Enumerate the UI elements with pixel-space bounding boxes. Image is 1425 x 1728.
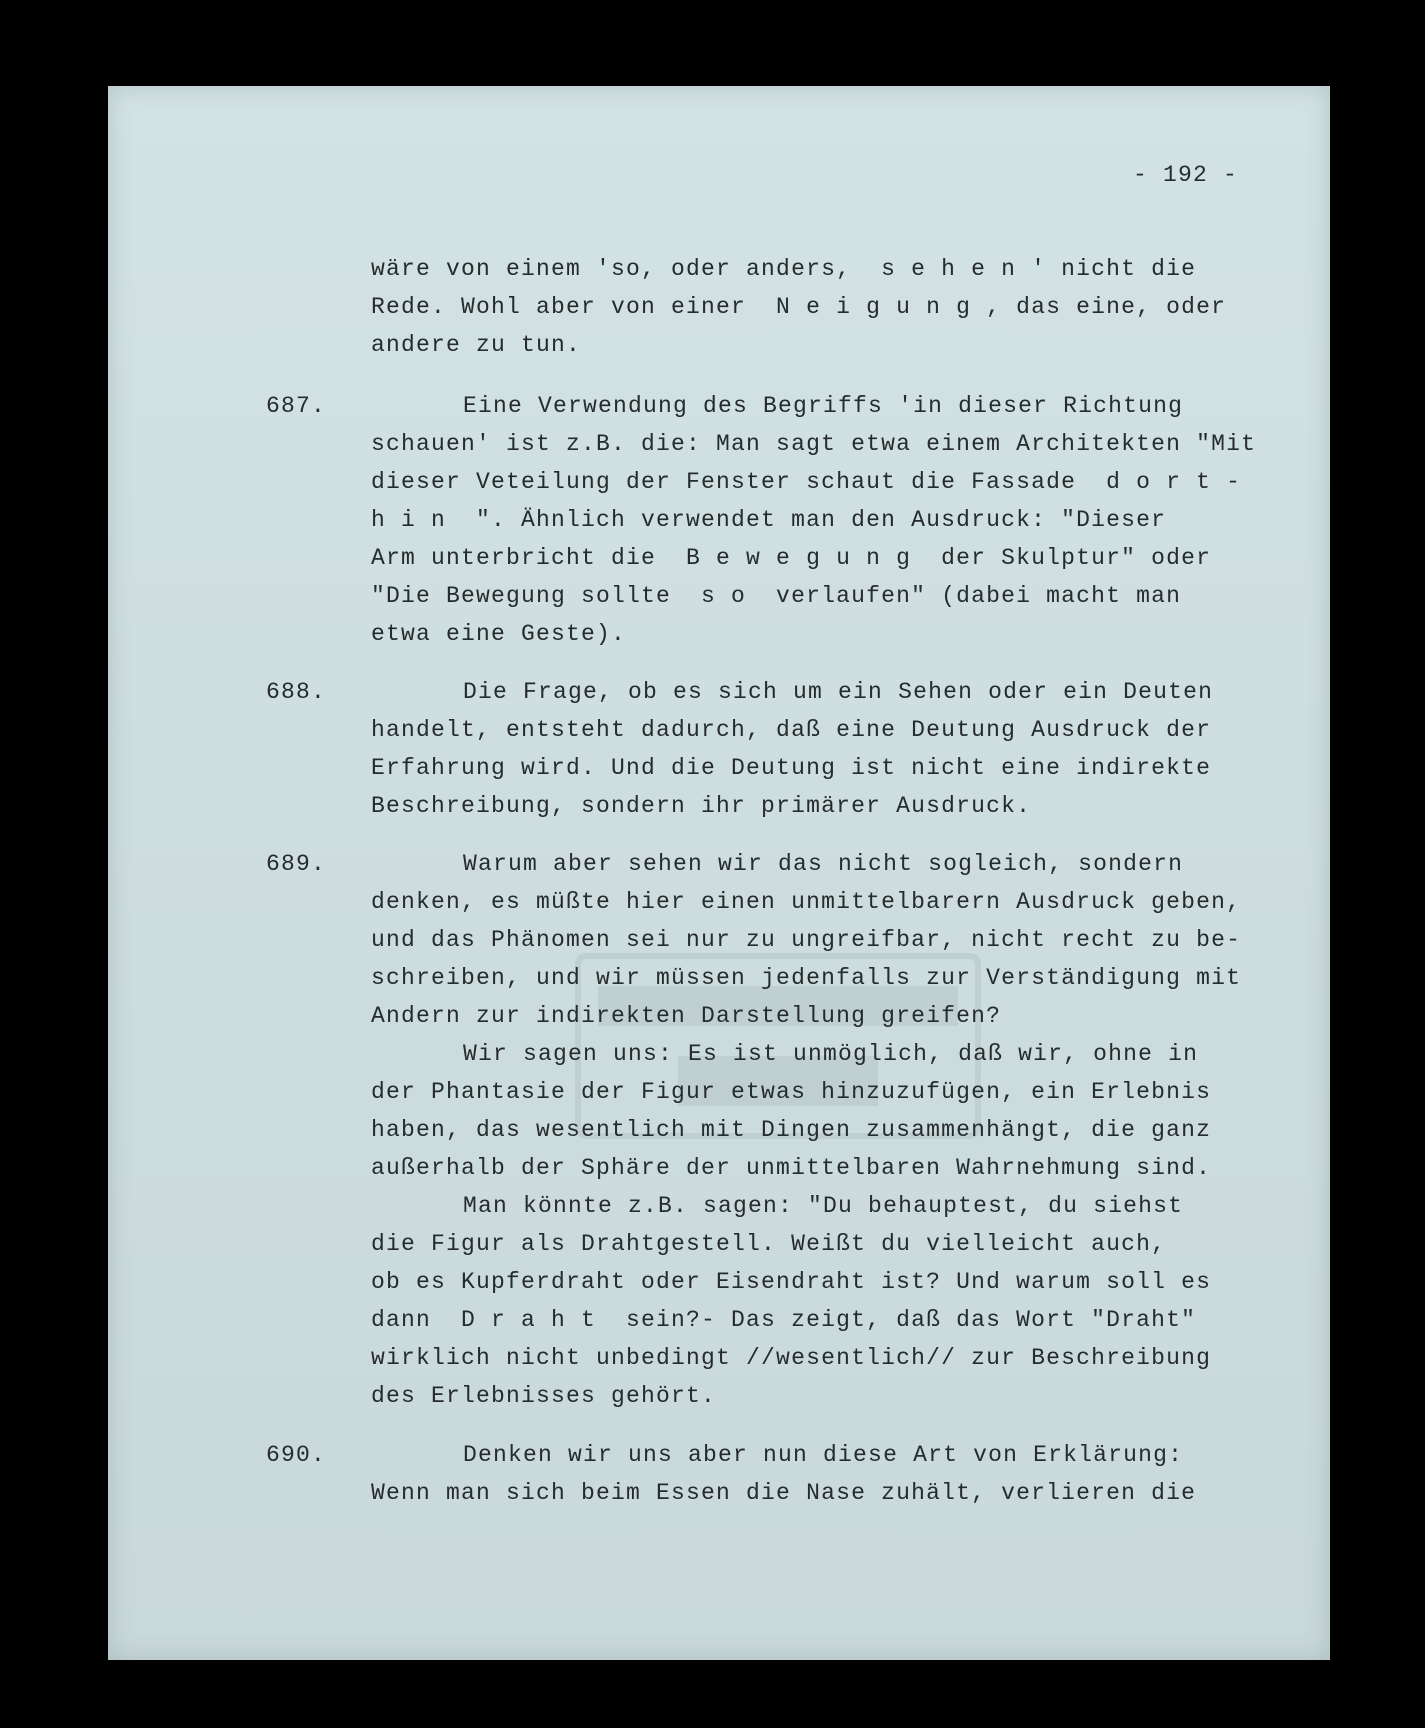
paragraph-number: 690.	[266, 1442, 327, 1468]
text-line: andere zu tun.	[371, 332, 582, 358]
text-line: Wir sagen uns: Es ist unmöglich, daß wir, ohne in	[463, 1041, 1199, 1067]
page-number: - 192 -	[1132, 162, 1238, 188]
text-line: Arm unterbricht die B e w e g u n g der Skulptur" oder	[371, 545, 1212, 571]
text-line: schauen' ist z.B. die: Man sagt etwa einem Architekten "Mit	[371, 431, 1257, 457]
text-line: des Erlebnisses gehört.	[371, 1383, 717, 1409]
text-line: handelt, entsteht dadurch, daß eine Deutung Ausdruck der	[371, 717, 1212, 743]
text-line: und das Phänomen sei nur zu ungreifbar, nicht recht zu be-	[371, 927, 1242, 953]
text-line: wirklich nicht unbedingt //wesentlich// zur Beschreibung	[371, 1345, 1212, 1371]
text-line: Denken wir uns aber nun diese Art von Erklärung:	[463, 1442, 1184, 1468]
text-line: der Phantasie der Figur etwas hinzuzufügen, ein Erlebnis	[371, 1079, 1212, 1105]
text-line: Erfahrung wird. Und die Deutung ist nicht eine indirekte	[371, 755, 1212, 781]
text-line: Eine Verwendung des Begriffs 'in dieser Richtung	[463, 393, 1184, 419]
text-line: "Die Bewegung sollte s o verlaufen" (dabei macht man	[371, 583, 1182, 609]
text-line: ob es Kupferdraht oder Eisendraht ist? Und warum soll es	[371, 1269, 1212, 1295]
text-line: Man könnte z.B. sagen: "Du behauptest, du siehst	[463, 1193, 1184, 1219]
text-line: Andern zur indirekten Darstellung greifen?	[371, 1003, 1002, 1029]
text-line: Warum aber sehen wir das nicht sogleich, sondern	[463, 851, 1184, 877]
text-line: wäre von einem 'so, oder anders, s e h e n ' nicht die	[371, 256, 1197, 282]
paragraph-number: 689.	[266, 851, 327, 877]
text-line: denken, es müßte hier einen unmittelbarern Ausdruck geben,	[371, 889, 1242, 915]
text-line: schreiben, und wir müssen jedenfalls zur Verständigung mit	[371, 965, 1242, 991]
text-line: haben, das wesentlich mit Dingen zusammenhängt, die ganz	[371, 1117, 1212, 1143]
text-line: Rede. Wohl aber von einer N e i g u n g , das eine, oder	[371, 294, 1227, 320]
paragraph-number: 688.	[266, 679, 327, 705]
text-line: etwa eine Geste).	[371, 621, 627, 647]
text-line: Die Frage, ob es sich um ein Sehen oder ein Deuten	[463, 679, 1214, 705]
text-line: die Figur als Drahtgestell. Weißt du vielleicht auch,	[371, 1231, 1167, 1257]
text-line: dann D r a h t sein?- Das zeigt, daß das Wort "Draht"	[371, 1307, 1197, 1333]
text-line: außerhalb der Sphäre der unmittelbaren Wahrnehmung sind.	[371, 1155, 1212, 1181]
typescript-page	[108, 86, 1330, 1660]
text-line: dieser Veteilung der Fenster schaut die Fassade d o r t -	[371, 469, 1242, 495]
text-line: Beschreibung, sondern ihr primärer Ausdruck.	[371, 793, 1032, 819]
paragraph-number: 687.	[266, 393, 327, 419]
text-line: h i n ". Ähnlich verwendet man den Ausdruck: "Dieser	[371, 507, 1167, 533]
text-line: Wenn man sich beim Essen die Nase zuhält, verlieren die	[371, 1480, 1197, 1506]
